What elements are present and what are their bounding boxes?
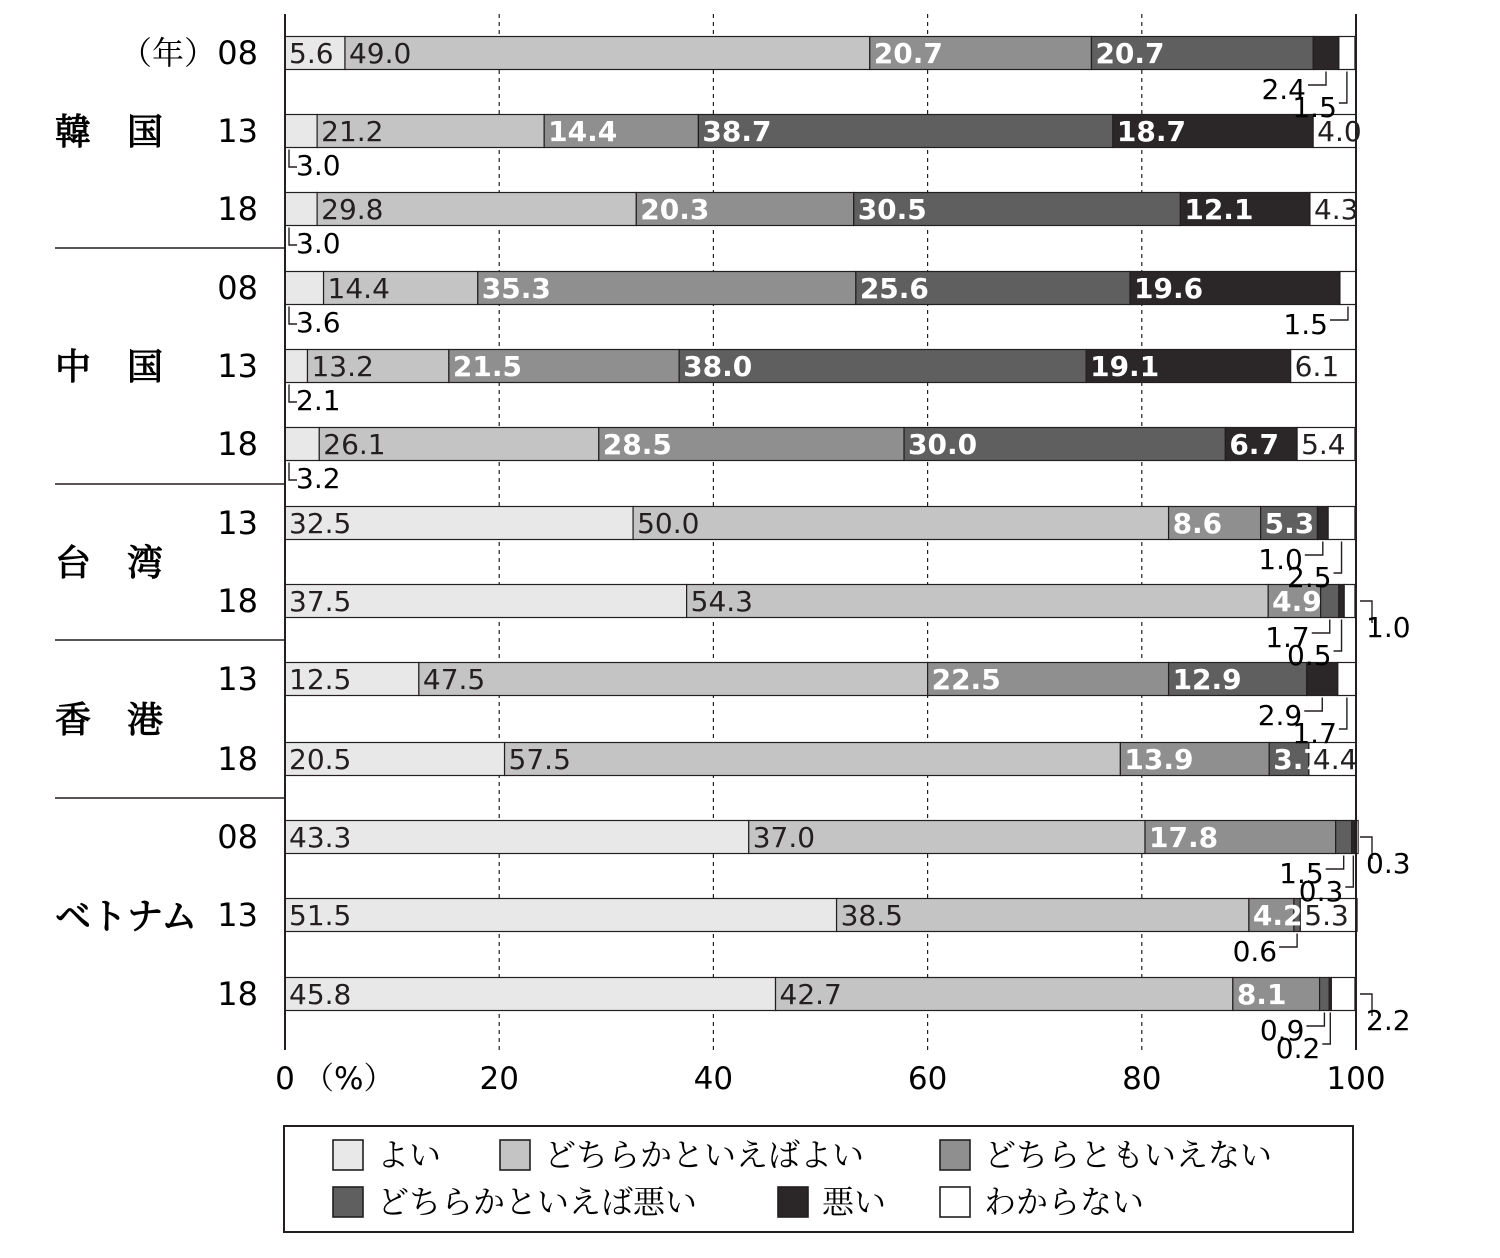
value-label: 49.0 — [348, 37, 412, 70]
legend-label: どちらかといえばよい — [544, 1136, 865, 1174]
country-label: ベトナム — [55, 896, 198, 938]
value-label: 12.1 — [1184, 193, 1254, 226]
bar-segment — [1313, 37, 1339, 70]
bar-segment — [1331, 978, 1355, 1011]
value-label: 3.7 — [1273, 743, 1323, 776]
bar-segment — [1339, 37, 1355, 70]
x-tick-label: 40 — [693, 1061, 734, 1097]
x-tick-label: 80 — [1122, 1061, 1162, 1097]
bar-segment — [687, 585, 1269, 618]
year-label: 13 — [217, 896, 258, 934]
value-label: 5.4 — [1301, 428, 1346, 461]
value-label: 0.5 — [1287, 639, 1332, 672]
value-label: 20.5 — [289, 743, 352, 776]
year-label: 18 — [217, 190, 258, 228]
value-label: 1.7 — [1292, 717, 1337, 750]
value-label: 38.0 — [683, 350, 753, 383]
value-label: 4.4 — [1312, 743, 1358, 776]
legend-swatch — [778, 1187, 808, 1217]
value-label: 43.3 — [289, 821, 352, 854]
bar-segment — [1339, 585, 1344, 618]
value-label: 8.6 — [1172, 507, 1223, 540]
value-label: 18.7 — [1116, 115, 1186, 148]
legend-swatch — [500, 1140, 530, 1170]
bar-segment — [285, 821, 749, 854]
leader-line — [1339, 72, 1347, 104]
value-label: 28.5 — [602, 428, 672, 461]
x-tick-label: 100 — [1326, 1061, 1386, 1097]
bar-segment — [1336, 821, 1352, 854]
value-label: 20.3 — [640, 193, 710, 226]
value-label: 38.7 — [702, 115, 772, 148]
legend-label: どちらともいえない — [984, 1136, 1273, 1174]
leader-line — [1334, 542, 1342, 574]
value-label: 3.2 — [296, 462, 341, 495]
year-label: 18 — [217, 582, 258, 620]
value-label: 22.5 — [931, 663, 1001, 696]
value-label: 5.3 — [1304, 899, 1349, 932]
leader-line — [1334, 620, 1342, 652]
value-label: 6.1 — [1294, 350, 1340, 383]
value-label: 14.4 — [327, 272, 390, 305]
year-label: 08 — [217, 818, 258, 856]
value-label: 21.2 — [321, 115, 384, 148]
value-label: 20.7 — [1095, 37, 1165, 70]
bar-segment — [285, 193, 317, 226]
legend-label: よい — [377, 1136, 442, 1174]
year-label: 13 — [217, 347, 258, 385]
bar-segment — [1328, 507, 1355, 540]
leader-line — [1308, 72, 1326, 86]
leader-line — [1330, 307, 1348, 321]
year-unit-label: （年） — [119, 34, 216, 72]
value-label: 1.5 — [1292, 91, 1337, 124]
bar-segment — [1338, 663, 1356, 696]
value-label: 37.0 — [752, 821, 816, 854]
value-label: 4.2 — [1252, 899, 1303, 932]
value-label: 2.5 — [1287, 561, 1332, 594]
leader-line — [1339, 698, 1347, 730]
value-label: 4.3 — [1313, 193, 1359, 226]
legend-swatch — [333, 1140, 363, 1170]
value-label: 50.0 — [637, 507, 700, 540]
value-label: 12.9 — [1172, 663, 1242, 696]
bar-segment — [419, 663, 928, 696]
value-label: 13.9 — [1124, 743, 1194, 776]
value-label: 25.6 — [859, 272, 929, 305]
leader-line — [1326, 856, 1344, 870]
value-label: 32.5 — [289, 507, 352, 540]
country-label: 香 港 — [55, 700, 164, 741]
value-label: 0.3 — [1366, 847, 1411, 880]
value-label: 1.7 — [1265, 621, 1310, 654]
bar-segment — [285, 899, 837, 932]
year-label: 18 — [217, 425, 258, 463]
leader-line — [1279, 934, 1297, 948]
country-label: 台 湾 — [55, 543, 164, 584]
bar-segment — [1340, 272, 1356, 305]
value-label: 54.3 — [690, 585, 753, 618]
legend-swatch — [940, 1187, 970, 1217]
value-label: 13.2 — [311, 350, 374, 383]
leader-line — [1312, 620, 1330, 634]
bar-segment — [285, 350, 307, 383]
x-unit-label: （%） — [303, 1061, 395, 1097]
value-label: 45.8 — [289, 978, 352, 1011]
value-label: 2.4 — [1261, 73, 1307, 106]
value-label: 12.5 — [289, 663, 352, 696]
year-label: 18 — [217, 740, 258, 778]
legend-label: どちらかといえば悪い — [377, 1183, 698, 1221]
value-label: 8.1 — [1236, 978, 1287, 1011]
bar-segment — [1344, 585, 1355, 618]
value-label: 29.8 — [321, 193, 384, 226]
country-label: 中 国 — [55, 347, 164, 388]
value-label: 3.0 — [296, 227, 341, 260]
value-label: 30.0 — [908, 428, 978, 461]
bar-segment — [285, 978, 776, 1011]
value-label: 0.9 — [1259, 1014, 1305, 1047]
value-label: 2.9 — [1257, 699, 1303, 732]
year-label: 13 — [217, 660, 258, 698]
value-label: 37.5 — [289, 585, 352, 618]
value-label: 30.5 — [857, 193, 927, 226]
year-label: 18 — [217, 975, 258, 1013]
country-label: 韓 国 — [55, 112, 164, 153]
value-label: 1.5 — [1283, 308, 1328, 341]
value-label: 19.1 — [1090, 350, 1160, 383]
value-label: 1.0 — [1366, 611, 1411, 644]
x-tick-label: 20 — [479, 1061, 519, 1097]
value-label: 26.1 — [323, 428, 386, 461]
legend — [284, 1126, 1353, 1232]
value-label: 38.5 — [840, 899, 903, 932]
leader-line — [1345, 856, 1353, 888]
value-label: 19.6 — [1134, 272, 1204, 305]
bar-segment — [1317, 507, 1328, 540]
legend-label: 悪い — [822, 1183, 887, 1221]
value-label: 3.6 — [296, 306, 341, 339]
value-label: 2.2 — [1366, 1004, 1411, 1037]
bar-segment — [505, 743, 1121, 776]
legend-swatch — [333, 1187, 363, 1217]
x-tick-label: 0 — [275, 1061, 295, 1097]
value-label: 35.3 — [481, 272, 551, 305]
bar-segment — [1320, 978, 1330, 1011]
bar-segment — [285, 272, 324, 305]
bar-segment — [285, 428, 319, 461]
leader-line — [1304, 698, 1322, 712]
x-axis — [275, 14, 1385, 1097]
value-label: 42.7 — [779, 978, 842, 1011]
value-label: 21.5 — [452, 350, 522, 383]
value-label: 5.3 — [1264, 507, 1315, 540]
value-label: 20.7 — [873, 37, 943, 70]
value-label: 1.5 — [1279, 857, 1324, 890]
value-label: 4.9 — [1272, 585, 1322, 618]
value-label: 51.5 — [289, 899, 352, 932]
bar-segment — [776, 978, 1233, 1011]
value-label: 14.4 — [548, 115, 618, 148]
legend-label: わからない — [984, 1183, 1145, 1221]
x-tick-label: 60 — [907, 1061, 948, 1097]
year-label: 08 — [217, 34, 258, 72]
value-label: 6.7 — [1229, 428, 1279, 461]
value-label: 47.5 — [422, 663, 486, 696]
value-label: 3.0 — [296, 149, 341, 182]
value-label: 5.6 — [289, 37, 334, 70]
leader-line — [1322, 1013, 1330, 1045]
bar-segment — [285, 115, 317, 148]
value-label: 0.2 — [1275, 1032, 1321, 1065]
value-label: 17.8 — [1149, 821, 1219, 854]
bar-segment — [345, 37, 870, 70]
value-label: 2.1 — [296, 384, 341, 417]
year-label: 13 — [217, 504, 258, 542]
legend-swatch — [940, 1140, 970, 1170]
year-label: 13 — [217, 112, 258, 150]
value-label: 57.5 — [508, 743, 571, 776]
value-label: 1.0 — [1258, 543, 1303, 576]
category-labels — [55, 34, 285, 1013]
leader-line — [1305, 542, 1323, 556]
value-label: 4.0 — [1317, 115, 1362, 148]
value-label: 0.6 — [1232, 935, 1278, 968]
year-label: 08 — [217, 269, 258, 307]
leader-line — [1306, 1013, 1324, 1027]
bar-segment — [633, 507, 1168, 540]
value-label: 0.3 — [1298, 875, 1344, 908]
